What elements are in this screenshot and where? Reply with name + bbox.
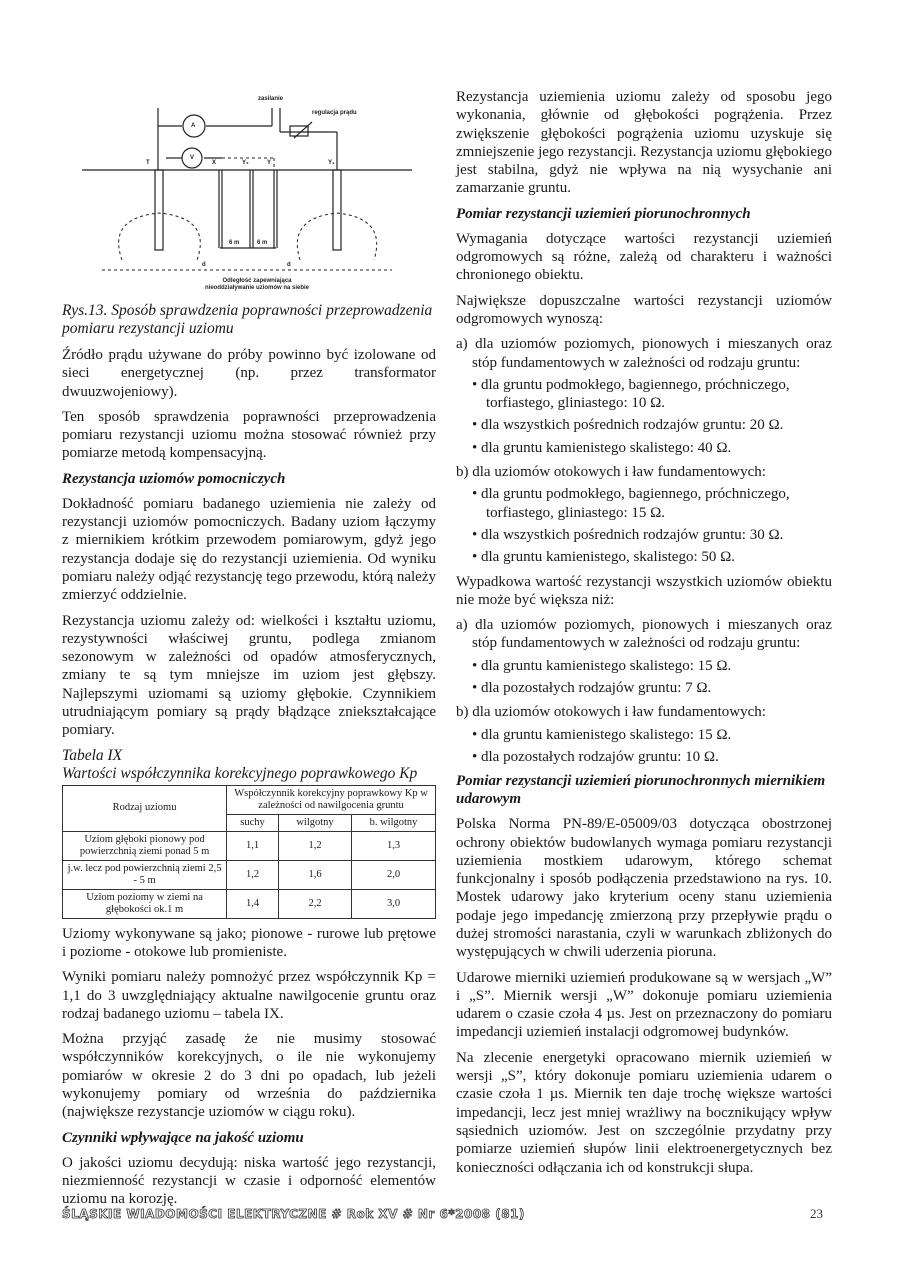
paragraph: Rezystancja uziemienia uziomu zależy od sposobu jego wykonania, głównie od głębokości pogrążenia. Przez zwiększenie głębokości pogrążenia uziomu uzyskuje się zmniejszenie jego rezystancji. Rezystancja uziomu głębokiego jest stabilna, gdyż nie wpływa na nią wysychanie ani zamarzanie gruntu.	[456, 89, 832, 197]
bullet-list	[456, 657, 832, 698]
bullet-list	[456, 485, 832, 566]
label-distance: Odległość zapewniająca nieoddziaływanie uziomów na siebie	[204, 278, 310, 291]
paragraph: Największe dopuszczalne wartości rezystancji uziomów odgromowych wynoszą:	[456, 292, 832, 327]
paragraph: Rezystancja uziomu zależy od: wielkości i kształtu uziomu, rezystywności właściwej gruntu, podlega zmianom sezonowym w zależności od opadów atmosferycznych, zmiany te są tym mniejsze im uziom jest głębszy. Najlepszymi uziomami są uziomy głębokie. Czynnikiem utrudniającym pomiary są prądy błądzące zniekształcające pomiary.	[62, 612, 436, 739]
bullet-list	[456, 376, 832, 457]
table-subheader: wilgotny	[279, 814, 352, 831]
list-heading: a) dla uziomów poziomych, pionowych i mieszanych oraz stóp fundamentowych w zależności od rodzaju gruntu:	[456, 336, 832, 371]
paragraph: Wymagania dotyczące wartości rezystancji uziemień odgromowych są różne, zależą od charakteru i ważności chronionego obiektu.	[456, 230, 832, 284]
list-item: • dla gruntu kamienistego skalistego: 15 Ω.	[472, 657, 732, 674]
paragraph: Wypadkowa wartość rezystancji wszystkich uziomów obiektu nie może być większa niż:	[456, 573, 832, 608]
list-heading: b) dla uziomów otokowych i ław fundamentowych:	[456, 704, 766, 721]
table-cell: 2,0	[352, 860, 436, 889]
table-row	[63, 831, 436, 860]
list-item: • dla wszystkich pośrednich rodzajów gruntu: 20 Ω.	[472, 417, 784, 434]
table-subheader: b. wilgotny	[352, 814, 436, 831]
table-subheader: suchy	[227, 814, 279, 831]
figure-13	[62, 88, 436, 292]
table-cell: 1,4	[227, 889, 279, 918]
table-cell: Uziom głęboki pionowy pod powierzchnią ziemi ponad 5 m	[63, 831, 227, 860]
label-y1: Y₁	[328, 160, 335, 166]
list-item: • dla gruntu kamienistego, skalistego: 50 Ω.	[472, 549, 736, 566]
label-y2: Y₂	[242, 160, 249, 166]
table-title: Wartości współczynnika korekcyjnego poprawkowego Kp	[62, 764, 418, 782]
section-heading: Pomiar rezystancji uziemień piorunochronnych	[456, 205, 751, 222]
table-cell: 3,0	[352, 889, 436, 918]
table-cell: 1,1	[227, 831, 279, 860]
table-label: Tabela IX	[62, 746, 123, 764]
paragraph: O jakości uziomu decydują: niska wartość jego rezystancji, niezmienność rezystancji w czasie i odporność elementów uziomu na korozję.	[62, 1154, 436, 1208]
label-6m-b: 6 m	[257, 240, 268, 246]
paragraph: Można przyjąć zasadę że nie musimy stosować współczynników korekcyjnych, o ile nie wykonujemy pomiarów w okresie 2 do 3 dni po opadach, lub jeżeli wykonujemy pomiary od września do października (największe rezystancje uziomów w ciągu roku).	[62, 1031, 436, 1121]
table-cell: 1,2	[279, 831, 352, 860]
paragraph: Wyniki pomiaru należy pomnożyć przez współczynnik Kp = 1,1 do 3 uwzględniający aktualne nawilgocenie gruntu oraz rodzaj badanego uziomu – tabela IX.	[62, 969, 436, 1022]
paragraph: Polska Norma PN-89/E-05009/03 dotycząca obostrzonej ochrony obiektów budowlanych wymaga pomiaru rezystancji uziemienia mostkiem udarowym, którego schemat funkcjonalny i sposób podłączenia przedstawiono na rys. 10. Mostek udarowy jako kryterium oceny stanu uziemienia podaje jego impedancję zmierzoną przy przepływie prądu o dużej stromości narastania, czyli w warunkach zbliżonych do występujących w chwili uderzenia pioruna.	[456, 816, 832, 961]
list-item: • dla pozostałych rodzajów gruntu: 7 Ω.	[472, 680, 712, 697]
list-item: • dla gruntu podmokłego, bagiennego, próchniczego, torfiastego, gliniastego: 15 Ω.	[472, 486, 790, 521]
table-header: Rodzaj uziomu	[63, 785, 227, 831]
label-supply: zasilanie	[258, 96, 284, 102]
bullet-list	[456, 726, 832, 767]
table-cell: j.w. lecz pod powierzchnią ziemi 2,5 - 5 m	[63, 860, 227, 889]
paragraph: Uziomy wykonywane są jako; pionowe - rurowe lub prętowe i poziome - otokowe lub promieniste.	[62, 925, 436, 960]
paragraph: Udarowe mierniki uziemień produkowane są w wersjach „W” i „S”. Miernik wersji „W” dokonuje pomiaru uziemienia udarem o czasie czoła 4 µs. Jest on przeznaczony do pomiaru impedancji uziemień instalacji odgromowej budynków.	[456, 969, 832, 1041]
list-item: • dla pozostałych rodzajów gruntu: 10 Ω.	[472, 748, 719, 765]
meter-a-label: A	[191, 123, 196, 129]
label-regulation: regulacja prądu	[312, 110, 357, 116]
section-heading: Rezystancja uziomów pomocniczych	[62, 470, 286, 487]
right-column	[456, 88, 832, 1184]
table-header: Współczynnik korekcyjny poprawkowy Kp w zależności od nawilgocenia gruntu	[227, 785, 436, 814]
table-cell: Uziom poziomy w ziemi na głębokości ok.1 m	[63, 889, 227, 918]
label-6m-a: 6 m	[229, 240, 240, 246]
list-heading: b) dla uziomów otokowych i ław fundamentowych:	[456, 464, 766, 481]
paragraph: Dokładność pomiaru badanego uziemienia nie zależy od rezystancji uziomów pomocniczych. Badany uziom łączymy z miernikiem krótkim przewodem pomiarowym, gdyż jego rezystancja dodaje się do rezystancji uziemienia. Od wyniku pomiaru należy odjąć rezystancję tego przewodu, którą należy zmierzyć oddzielnie.	[62, 495, 436, 604]
label-d-b: d	[287, 262, 291, 268]
paragraph: Ten sposób sprawdzenia poprawności przeprowadzenia pomiaru rezystancji uziomu można stosować również przy pomiarze metodą kompensacyjną.	[62, 408, 436, 462]
section-heading: Pomiar rezystancji uziemień piorunochronnych miernikiem udarowym	[456, 773, 826, 808]
label-x: X	[212, 160, 217, 166]
table-row	[63, 889, 436, 918]
journal-footer: ŚLĄSKIE WIADOMOŚCI ELEKTRYCZNE # Rok XV # Nr 6*2008 (81)	[62, 1207, 525, 1221]
list-item: • dla gruntu kamienistego skalistego: 40 Ω.	[472, 439, 732, 456]
kp-table	[62, 785, 436, 919]
table-cell: 2,2	[279, 889, 352, 918]
table-cell: 1,2	[227, 860, 279, 889]
paragraph: Źródło prądu używane do próby powinno być izolowane od sieci energetycznej (np. przez transformator dwuuzwojeniowy).	[62, 347, 436, 400]
section-heading: Czynniki wpływające na jakość uziomu	[62, 1129, 304, 1146]
list-item: • dla gruntu podmokłego, bagiennego, próchniczego, torfiastego, gliniastego: 10 Ω.	[472, 376, 790, 412]
table-row	[63, 860, 436, 889]
paragraph: Na zlecenie energetyki opracowano miernik uziemień w wersji „S”, który dokonuje pomiaru uziemienia udarem o czasie czoła 1 µs. Miernik ten daje trochę większe wartości impedancji, lecz jest mniej wrażliwy na bocznikujący wpływ sąsiednich uziomów. Jest on szczególnie przydatny przy pomiarze uziemień słupów linii elektroenergetycznych bez konieczności odłączania ich od konstrukcji słupa.	[456, 1049, 832, 1176]
label-y: Y	[267, 160, 272, 166]
table-cell: 1,6	[279, 860, 352, 889]
page-number: 23	[810, 1206, 823, 1221]
left-column	[62, 88, 436, 1216]
list-heading: a) dla uziomów poziomych, pionowych i mieszanych oraz stóp fundamentowych w zależności od rodzaju gruntu:	[456, 617, 832, 652]
figure-caption: Rys.13. Sposób sprawdzenia poprawności przeprowadzenia pomiaru rezystancji uziomu	[62, 302, 433, 337]
list-item: • dla gruntu kamienistego skalistego: 15 Ω.	[472, 726, 732, 743]
list-item: • dla wszystkich pośrednich rodzajów gruntu: 30 Ω.	[472, 526, 784, 543]
label-d-a: d	[202, 262, 206, 268]
table-cell: 1,3	[352, 831, 436, 860]
meter-v-label: V	[190, 155, 195, 161]
circuit-diagram	[62, 88, 436, 292]
label-t: T	[146, 160, 150, 166]
